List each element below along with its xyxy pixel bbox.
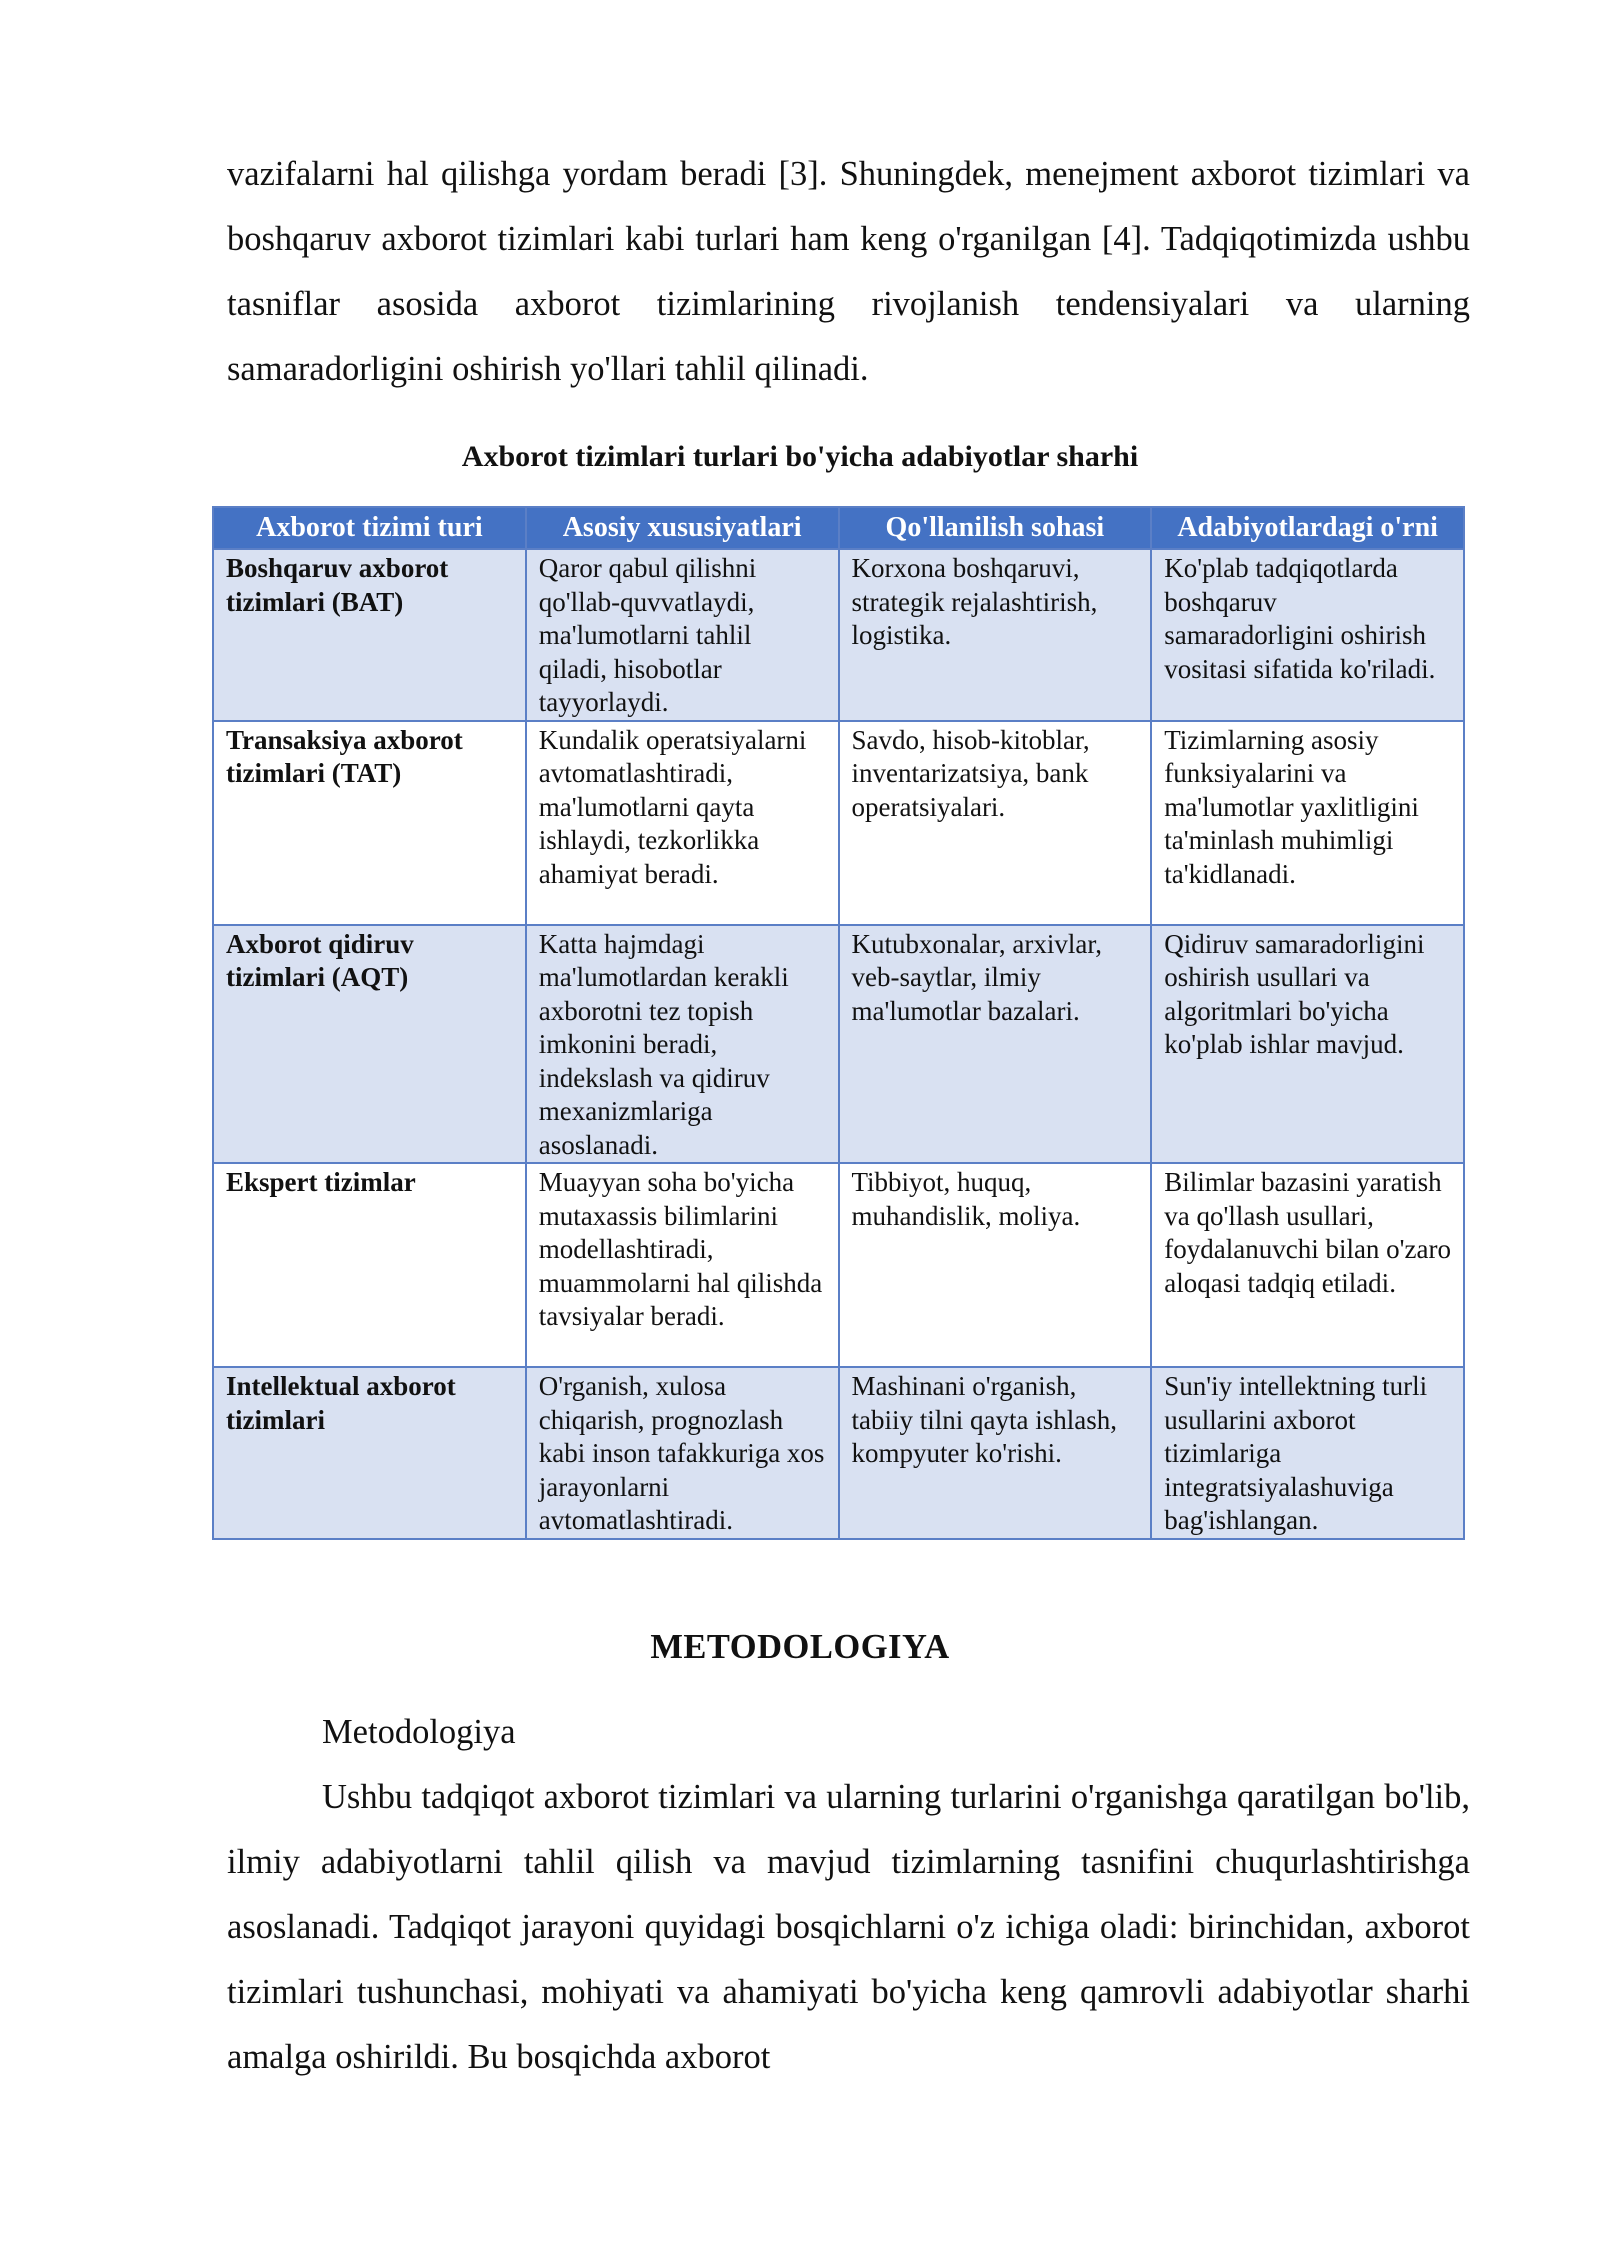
section-heading: METODOLOGIYA xyxy=(650,1628,950,1666)
table-cell: Sun'iy intellektning turli usullarini axborot tizimlariga integratsiyalashuviga bag'ishlangan. xyxy=(1151,1367,1464,1539)
literature-table xyxy=(212,506,1465,1540)
table-cell: Qaror qabul qilishni qo'llab-quvvatlaydi, ma'lumotlarni tahlil qiladi, hisobotlar tayyorlaydi. xyxy=(526,549,839,721)
table-cell: Tibbiyot, huquq, muhandislik, moliya. xyxy=(839,1163,1152,1367)
table-row xyxy=(213,925,1464,1164)
table-cell: Mashinani o'rganish, tabiiy tilni qayta ishlash, kompyuter ko'rishi. xyxy=(839,1367,1152,1539)
table-cell: Kutubxonalar, arxivlar, veb-saytlar, ilmiy ma'lumotlar bazalari. xyxy=(839,925,1152,1164)
table-row xyxy=(213,1163,1464,1367)
table-cell: Savdo, hisob-kitoblar, inventarizatsiya, bank operatsiyalari. xyxy=(839,721,1152,925)
table-cell: Axborot qidiruv tizimlari (AQT) xyxy=(213,925,526,1164)
section-subheading: Metodologiya xyxy=(322,1713,516,1751)
header-cell-role: Adabiyotlardagi o'rni xyxy=(1151,507,1464,549)
table-cell: Katta hajmdagi ma'lumotlardan kerakli axborotni tez topish imkonini beradi, indekslash va qidiruv mexanizmlariga asoslanadi. xyxy=(526,925,839,1164)
table-cell: Muayyan soha bo'yicha mutaxassis bilimlarini modellashtiradi, muammolarni hal qilishda tavsiyalar beradi. xyxy=(526,1163,839,1367)
table-row xyxy=(213,549,1464,721)
table-cell: Kundalik operatsiyalarni avtomatlashtiradi, ma'lumotlarni qayta ishlaydi, tezkorlikka ahamiyat beradi. xyxy=(526,721,839,925)
table-cell: Korxona boshqaruvi, strategik rejalashtirish, logistika. xyxy=(839,549,1152,721)
intro-paragraph: vazifalarni hal qilishga yordam beradi [3]. Shuningdek, menejment axborot tizimlari va boshqaruv axborot tizimlari kabi turlari ham keng o'rganilgan [4]. Tadqiqotimizda ushbu tasniflar asosida axborot tizimlarining rivojlanish tendensiyalari va ularning samaradorligini oshirish yo'llari tahlil qilinadi. xyxy=(227,155,1470,388)
table-cell: Bilimlar bazasini yaratish va qo'llash usullari, foydalanuvchi bilan o'zaro aloqasi tadqiq etiladi. xyxy=(1151,1163,1464,1367)
method-paragraph: Ushbu tadqiqot axborot tizimlari va ularning turlarini o'rganishga qaratilgan bo'lib, ilmiy adabiyotlarni tahlil qilish va mavjud tizimlarning tasnifini chuqurlashtirishga asoslanadi. Tadqiqot jarayoni quyidagi bosqichlarni o'z ichiga oladi: birinchidan, axborot tizimlari tushunchasi, mohiyati va ahamiyati bo'yicha keng qamrovli adabiyotlar sharhi amalga oshirildi. Bu bosqichda axborot xyxy=(227,1778,1470,2076)
table-cell: Ekspert tizimlar xyxy=(213,1163,526,1367)
table-cell: O'rganish, xulosa chiqarish, prognozlash kabi inson tafakkuriga xos jarayonlarni avtomatlashtiradi. xyxy=(526,1367,839,1539)
header-cell-domain: Qo'llanilish sohasi xyxy=(839,507,1152,549)
table-cell: Transaksiya axborot tizimlari (TAT) xyxy=(213,721,526,925)
header-cell-type: Axborot tizimi turi xyxy=(213,507,526,549)
table-cell: Qidiruv samaradorligini oshirish usullari va algoritmlari bo'yicha ko'plab ishlar mavjud. xyxy=(1151,925,1464,1164)
table-header-row xyxy=(213,507,1464,549)
header-cell-features: Asosiy xususiyatlari xyxy=(526,507,839,549)
table-caption: Axborot tizimlari turlari bo'yicha adabiyotlar sharhi xyxy=(461,440,1139,473)
table-cell: Intellektual axborot tizimlari xyxy=(213,1367,526,1539)
table-row xyxy=(213,1367,1464,1539)
table-cell: Ko'plab tadqiqotlarda boshqaruv samaradorligini oshirish vositasi sifatida ko'riladi. xyxy=(1151,549,1464,721)
table-row xyxy=(213,721,1464,925)
table-cell: Boshqaruv axborot tizimlari (BAT) xyxy=(213,549,526,721)
table-cell: Tizimlarning asosiy funksiyalarini va ma'lumotlar yaxlitligini ta'minlash muhimligi ta'kidlanadi. xyxy=(1151,721,1464,925)
